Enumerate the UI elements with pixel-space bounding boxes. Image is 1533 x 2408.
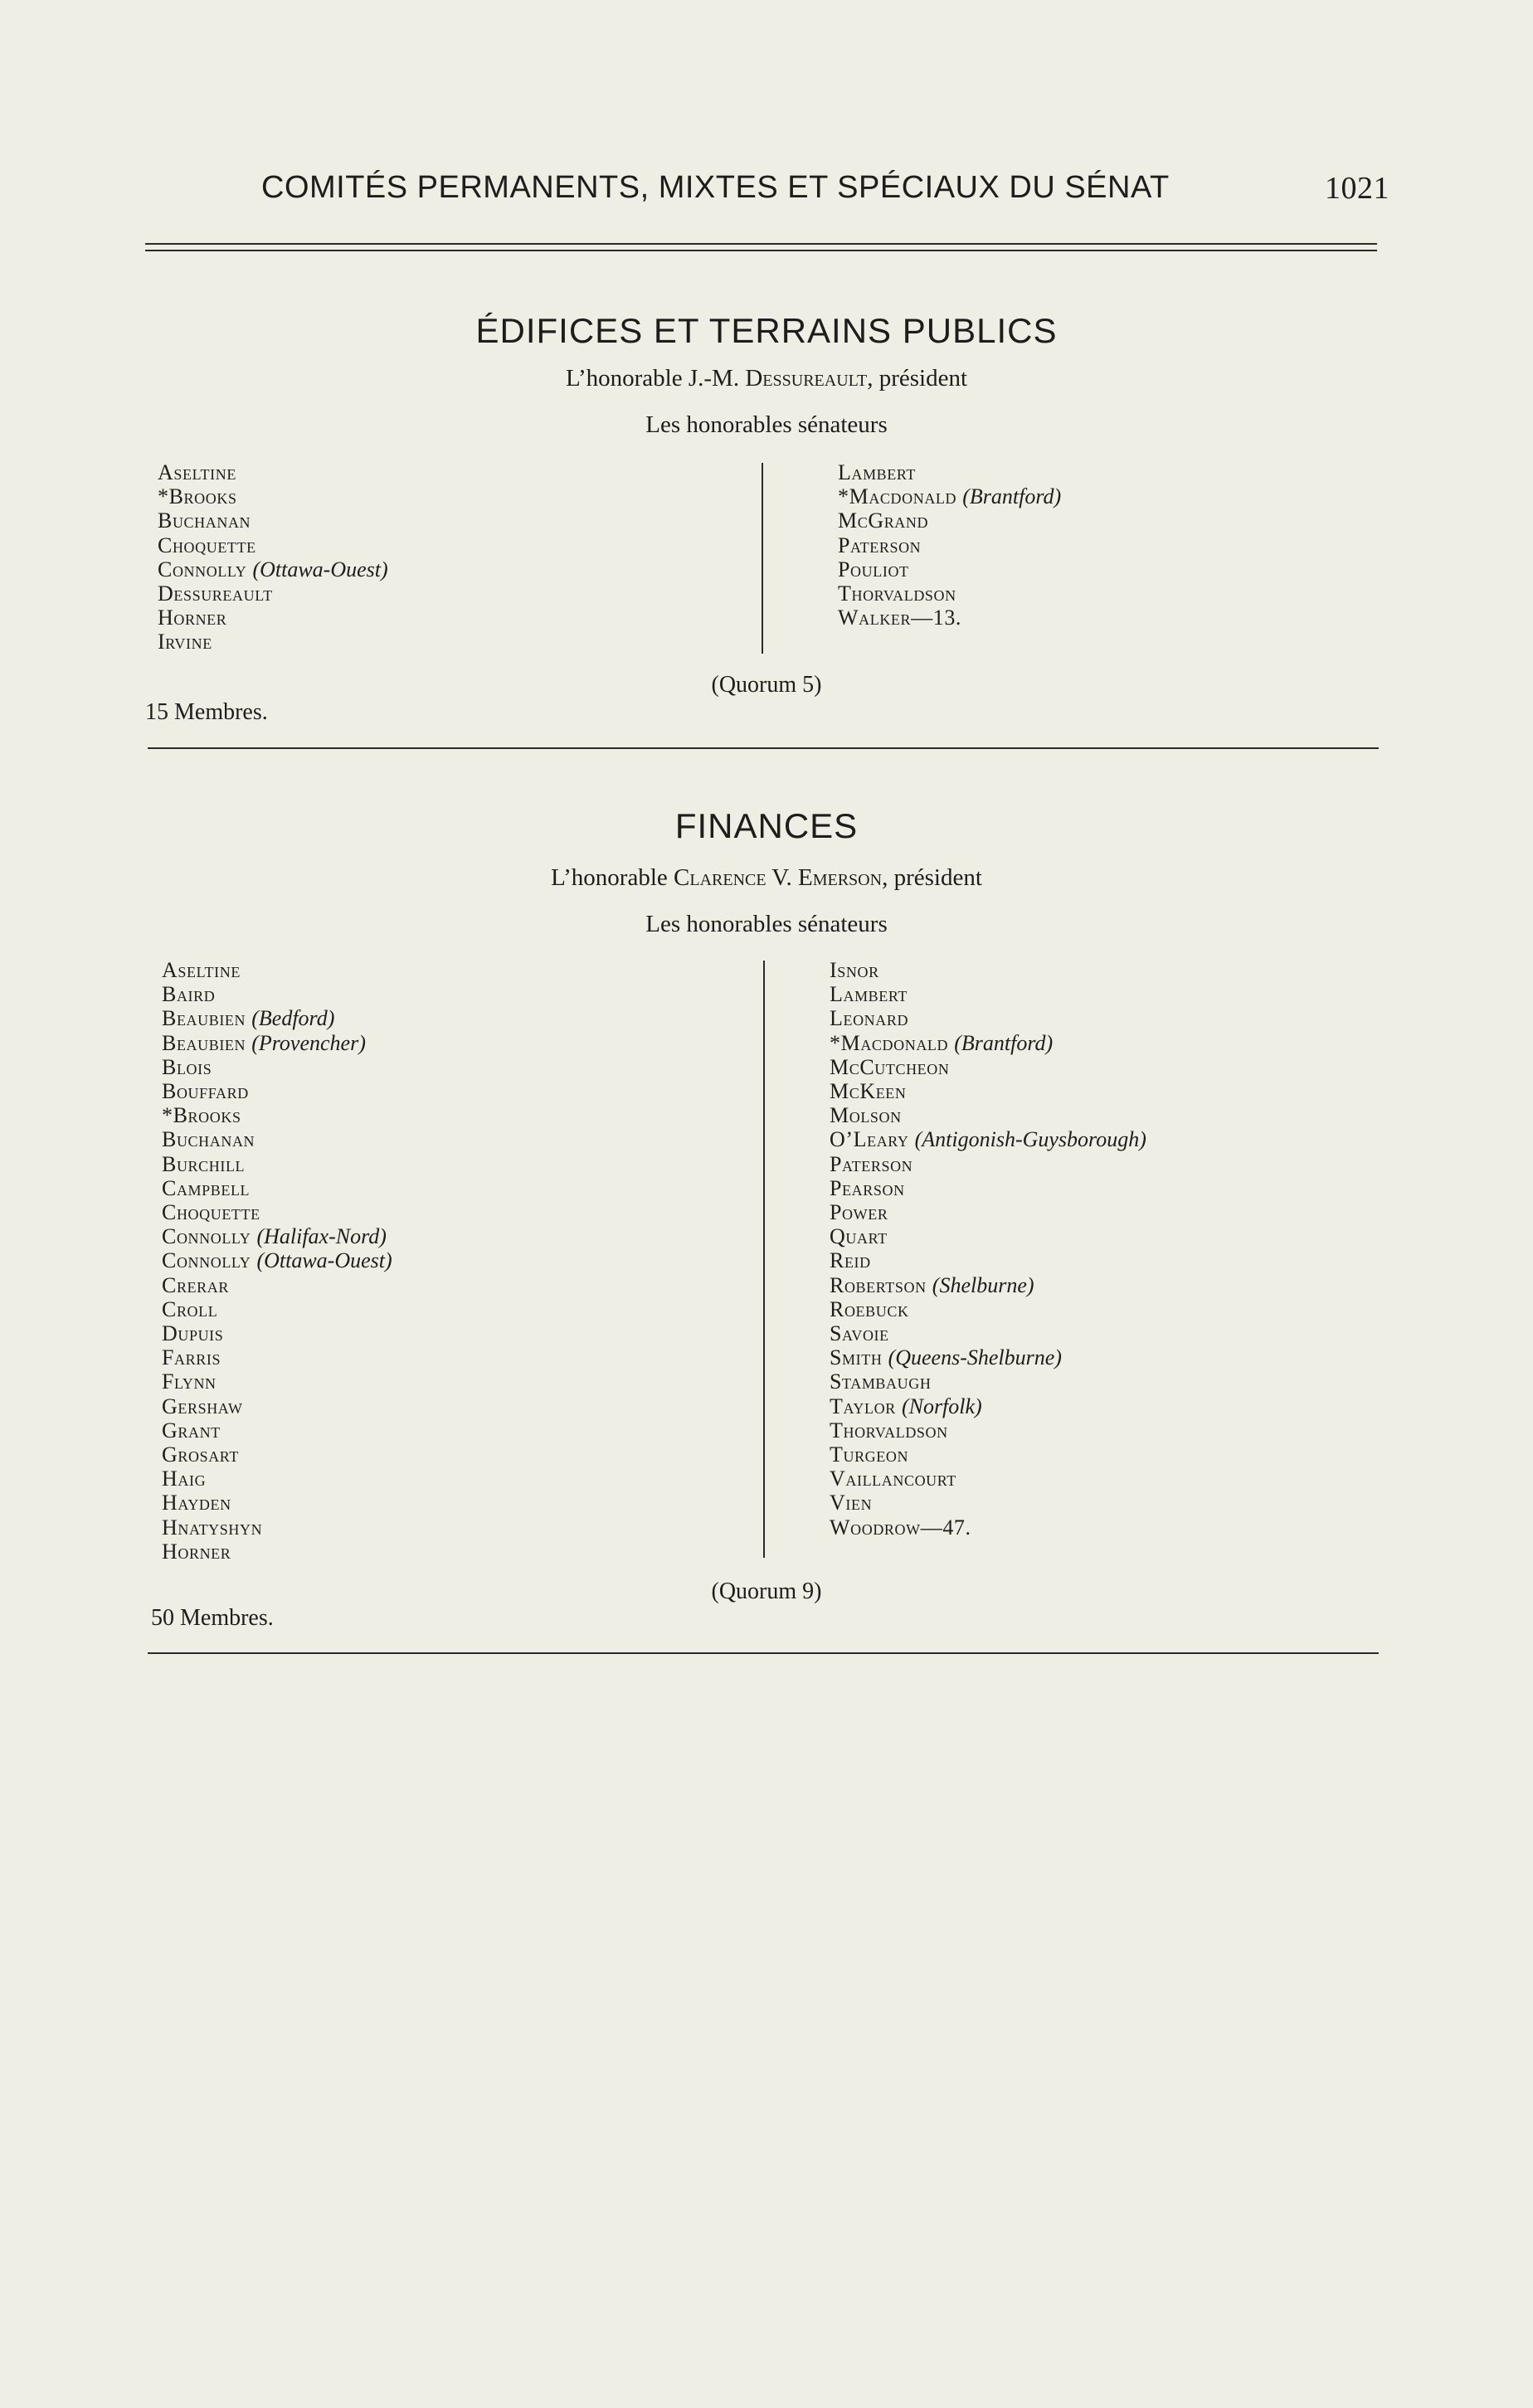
member-item	[162, 1055, 392, 1079]
member-name: Dupuis	[162, 1321, 224, 1346]
member-item	[162, 1103, 392, 1127]
member-name: Gershaw	[162, 1394, 243, 1418]
member-count: 15 Membres.	[145, 699, 268, 725]
member-item	[162, 1127, 392, 1151]
member-item	[162, 1515, 392, 1540]
member-item	[830, 1297, 1146, 1321]
member-item	[830, 958, 1146, 982]
member-item	[830, 1273, 1146, 1297]
member-riding: (Bedford)	[251, 1006, 335, 1031]
member-item	[830, 1515, 1146, 1540]
member-name: Leonard	[830, 1006, 909, 1031]
member-name: McGrand	[838, 508, 929, 533]
member-item	[162, 1369, 392, 1394]
member-item	[830, 1224, 1146, 1248]
member-item	[162, 1224, 392, 1248]
member-item	[830, 1248, 1146, 1272]
member-item	[162, 1006, 392, 1030]
member-name: Aseltine	[158, 460, 236, 484]
member-item	[830, 1006, 1146, 1030]
member-item	[830, 1055, 1146, 1079]
member-name: Pearson	[830, 1175, 905, 1200]
member-name: Connolly	[158, 557, 253, 581]
member-list-right	[830, 958, 1146, 1540]
member-name: Lambert	[838, 460, 917, 484]
member-list-left	[162, 958, 392, 1564]
member-name: Isnor	[830, 958, 879, 982]
member-name: Dessureault	[158, 581, 273, 606]
member-name: *Brooks	[162, 1103, 241, 1128]
member-name: Vaillancourt	[830, 1467, 956, 1491]
member-item	[830, 1467, 1146, 1491]
member-item	[830, 1103, 1146, 1127]
member-name: Savoie	[830, 1321, 889, 1346]
member-name: Robertson	[830, 1272, 932, 1297]
member-name: Woodrow—47.	[830, 1515, 971, 1540]
member-name: Lambert	[830, 982, 908, 1007]
member-item	[162, 1540, 392, 1564]
quorum-note: (Quorum 5)	[711, 672, 822, 698]
member-name: Pouliot	[838, 557, 909, 581]
member-item	[162, 1079, 392, 1103]
member-item	[162, 1491, 392, 1515]
section-rule	[148, 1652, 1379, 1654]
member-item	[830, 1442, 1146, 1467]
member-riding: (Brantford)	[962, 484, 1062, 509]
member-item	[162, 958, 392, 982]
member-name: Choquette	[162, 1200, 260, 1225]
member-item	[162, 1442, 392, 1467]
member-item	[162, 1031, 392, 1055]
member-riding: (Ottawa-Ouest)	[252, 557, 388, 581]
member-name: Horner	[158, 606, 227, 630]
member-item	[830, 1369, 1146, 1394]
member-name: Walker—13.	[838, 606, 962, 630]
member-riding: (Norfolk)	[901, 1394, 982, 1418]
member-count: 50 Membres.	[151, 1605, 274, 1631]
member-name: Reid	[830, 1248, 871, 1273]
header-title: COMITÉS PERMANENTS, MIXTES ET SPÉCIAUX DU SÉNAT	[261, 170, 1170, 205]
member-name: *Macdonald	[838, 484, 963, 509]
member-name: Power	[830, 1200, 888, 1225]
member-riding: (Shelburne)	[932, 1272, 1034, 1297]
member-name: Molson	[830, 1103, 902, 1128]
member-name: Smith	[830, 1345, 888, 1370]
member-item	[162, 982, 392, 1006]
member-name: Connolly	[162, 1248, 257, 1273]
member-name: Aseltine	[162, 958, 241, 982]
member-name: Roebuck	[830, 1296, 909, 1321]
member-name: Turgeon	[830, 1442, 909, 1467]
member-item	[162, 1467, 392, 1491]
member-name: Hnatyshyn	[162, 1515, 263, 1540]
member-item	[162, 1248, 392, 1272]
member-item	[830, 1031, 1146, 1055]
member-name: Taylor	[830, 1394, 902, 1418]
member-item	[830, 1418, 1146, 1442]
member-name: Buchanan	[158, 508, 251, 533]
member-name: Farris	[162, 1345, 221, 1370]
member-name: Horner	[162, 1539, 231, 1564]
member-item	[162, 1321, 392, 1345]
member-riding: (Halifax-Nord)	[256, 1224, 387, 1249]
member-name: Quart	[830, 1224, 888, 1249]
quorum-note: (Quorum 9)	[711, 1579, 822, 1604]
member-item	[162, 1176, 392, 1200]
member-item	[162, 1418, 392, 1442]
member-name: Stambaugh	[830, 1369, 932, 1394]
member-item	[830, 982, 1146, 1006]
member-name: Grant	[162, 1418, 221, 1442]
member-name: McCutcheon	[830, 1054, 950, 1079]
member-item	[830, 1176, 1146, 1200]
member-name: Grosart	[162, 1442, 239, 1467]
member-name: O’Leary	[830, 1127, 915, 1152]
member-item	[830, 1321, 1146, 1345]
member-name: Buchanan	[162, 1127, 256, 1152]
member-item	[830, 1152, 1146, 1176]
member-name: Choquette	[158, 533, 256, 557]
member-name: McKeen	[830, 1079, 907, 1104]
committee-title: FINANCES	[674, 806, 859, 845]
member-name: Beaubien	[162, 1006, 252, 1031]
member-name: Blois	[162, 1054, 212, 1079]
member-item	[162, 1297, 392, 1321]
page-number: 1021	[1325, 171, 1389, 206]
member-name: Thorvaldson	[830, 1418, 948, 1442]
member-riding: (Brantford)	[954, 1030, 1054, 1055]
member-name: *Brooks	[158, 484, 237, 509]
member-name: Paterson	[838, 533, 922, 557]
member-name: Burchill	[162, 1151, 246, 1176]
member-name: Hayden	[162, 1491, 231, 1515]
column-divider	[763, 961, 765, 1558]
member-riding: (Queens-Shelburne)	[888, 1345, 1062, 1370]
member-name: Connolly	[162, 1224, 257, 1249]
member-name: Baird	[162, 982, 216, 1007]
member-name: Croll	[162, 1296, 218, 1321]
member-item	[162, 1152, 392, 1176]
member-name: Haig	[162, 1467, 207, 1491]
member-name: Campbell	[162, 1175, 251, 1200]
member-name: Beaubien	[162, 1030, 252, 1055]
committee-title: ÉDIFICES ET TERRAINS PUBLICS	[475, 311, 1058, 350]
member-item	[162, 1273, 392, 1297]
member-item	[830, 1491, 1146, 1515]
member-name: Flynn	[162, 1369, 217, 1394]
member-item	[830, 1079, 1146, 1103]
member-item	[830, 1200, 1146, 1224]
member-name: Bouffard	[162, 1079, 249, 1104]
member-item	[830, 1394, 1146, 1418]
chair-suffix: , président	[882, 864, 982, 891]
member-item	[162, 1345, 392, 1369]
member-name: Paterson	[830, 1151, 913, 1176]
chair-name: Clarence V. Emerson	[674, 864, 883, 891]
member-riding: (Provencher)	[251, 1030, 366, 1055]
senators-label: Les honorables sénateurs	[645, 411, 888, 438]
chair-name: Dessureault	[745, 365, 868, 392]
member-item	[162, 1394, 392, 1418]
member-name: Crerar	[162, 1272, 229, 1297]
chair-suffix: , président	[867, 365, 968, 392]
member-item	[830, 1345, 1146, 1369]
chair-prefix: L’honorable J.-M.	[565, 365, 746, 392]
member-item	[830, 1127, 1146, 1151]
member-name: Vien	[830, 1491, 873, 1515]
member-name: Irvine	[158, 630, 212, 654]
member-name: *Macdonald	[830, 1030, 955, 1055]
committee-chair	[0, 864, 1533, 892]
member-item	[162, 1200, 392, 1224]
member-riding: (Antigonish-Guysborough)	[914, 1127, 1146, 1152]
chair-prefix: L’honorable	[551, 864, 674, 891]
member-riding: (Ottawa-Ouest)	[256, 1248, 392, 1273]
member-name: Thorvaldson	[838, 581, 956, 606]
senators-label: Les honorables sénateurs	[645, 911, 888, 937]
